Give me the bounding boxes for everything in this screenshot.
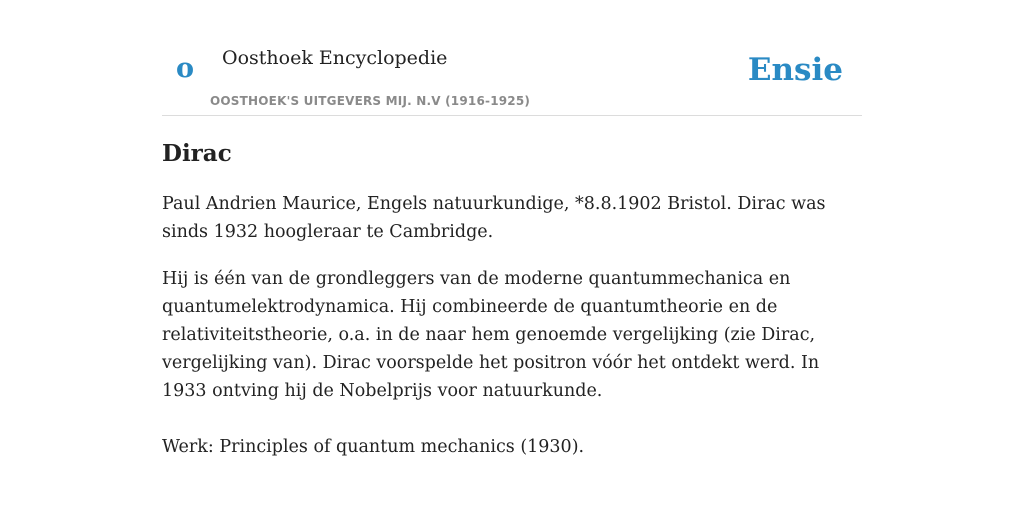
article-paragraph: Hij is één van de grondleggers van de moderne quantummechanica en quantumelektrodynamica. Hij combineerde de quantumtheorie en de relativiteitstheorie, o.a. in de naar hem genoemde vergelijking (zie Dirac, vergelijking van). Dirac voorspelde het positron vóór het ontdekt werd. In 1933 ontving hij de Nobelprijs voor natuurkunde. Werk: Principles of quantum mechanics (1930). — [162, 269, 820, 457]
publisher-label: OOSTHOEK'S UITGEVERS MIJ. N.V (1916-1925) — [210, 94, 531, 108]
site-header — [162, 0, 862, 116]
source-title[interactable]: Oosthoek Encyclopedie — [222, 47, 448, 69]
article-paragraph: Paul Andrien Maurice, Engels natuurkundige, *8.8.1902 Bristol. Dirac was sinds 1932 hoogleraar te Cambridge. — [162, 194, 826, 242]
source-logo[interactable]: o — [176, 53, 195, 84]
ensie-brand-link[interactable]: Ensie — [747, 52, 843, 88]
article-headword: Dirac — [162, 140, 232, 167]
article — [162, 138, 862, 480]
